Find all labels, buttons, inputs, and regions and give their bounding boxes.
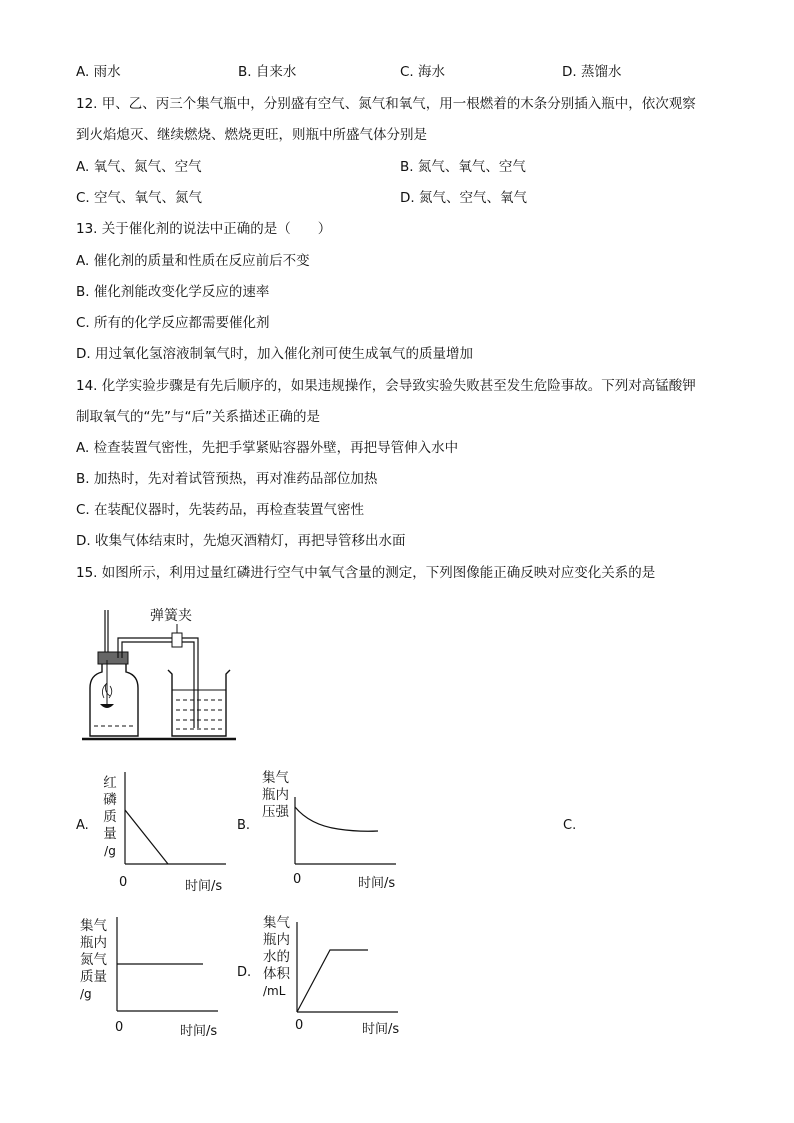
graph-c-ylabel-3: 氮气 <box>80 952 107 968</box>
q13-option-d: D. 用过氧化氢溶液制氧气时，加入催化剂可使生成氧气的质量增加 <box>76 346 473 362</box>
q13-option-c: C. 所有的化学反应都需要催化剂 <box>76 315 270 331</box>
graph-c-ylabel-5: /g <box>80 987 92 1001</box>
graph-a-ylabel-5: /g <box>104 844 116 858</box>
graph-a-ylabel-4: 量 <box>103 826 117 842</box>
graph-b-origin: 0 <box>293 872 302 887</box>
graph-c-plot <box>110 915 220 1017</box>
q11-option-d: D. 蒸馏水 <box>562 64 622 80</box>
q14-stem-line1: 14. 化学实验步骤是有先后顺序的，如果违规操作，会导致实验失败甚至发生危险事故。下列对高锰酸钾 <box>76 378 696 394</box>
graph-c-xlabel: 时间/s <box>180 1024 218 1039</box>
q14-option-b: B. 加热时，先对着试管预热，再对准药品部位加热 <box>76 471 378 487</box>
graph-d-ylabel-1: 集气 <box>263 915 290 931</box>
graph-a-ylabel-1: 红 <box>103 775 117 791</box>
graph-a-plot <box>118 770 228 870</box>
graph-d-ylabel-2: 瓶内 <box>263 932 290 948</box>
graph-a-origin: 0 <box>119 875 128 890</box>
clip-label: 弹簧夹 <box>150 608 192 624</box>
q13-option-b: B. 催化剂能改变化学反应的速率 <box>76 284 270 300</box>
graph-b-ylabel <box>262 770 289 821</box>
graph-a-ylabel-2: 磷 <box>103 792 117 808</box>
graph-c-origin: 0 <box>115 1020 124 1035</box>
graph-a-letter: A. <box>76 818 89 833</box>
graph-a-xlabel: 时间/s <box>185 879 223 894</box>
graph-d-ylabel-5: /mL <box>263 984 286 998</box>
q12-stem-line1: 12. 甲、乙、丙三个集气瓶中，分别盛有空气、氮气和氧气，用一根燃着的木条分别插入瓶中，依次观察 <box>76 96 696 112</box>
q14-option-d: D. 收集气体结束时，先熄灭酒精灯，再把导管移出水面 <box>76 533 406 549</box>
q14-option-c: C. 在装配仪器时，先装药品，再检查装置气密性 <box>76 502 365 518</box>
q12-stem-line2: 到火焰熄灭、继续燃烧、燃烧更旺，则瓶中所盛气体分别是 <box>76 127 427 143</box>
q12-option-a: A. 氧气、氮气、空气 <box>76 159 202 175</box>
graph-b-xlabel: 时间/s <box>358 876 396 891</box>
graph-d-origin: 0 <box>295 1018 304 1033</box>
graph-c-letter: C. <box>563 818 577 833</box>
graph-d-xlabel: 时间/s <box>362 1022 400 1037</box>
graph-b-letter: B. <box>237 818 251 833</box>
graph-d-ylabel-4: 体积 <box>263 966 290 982</box>
q14-stem-line2: 制取氧气的“先”与“后”关系描述正确的是 <box>76 409 320 425</box>
graph-b-ylabel-1: 集气 <box>262 770 289 786</box>
graph-c-ylabel-2: 瓶内 <box>80 935 107 951</box>
q13-option-a: A. 催化剂的质量和性质在反应前后不变 <box>76 253 310 269</box>
graph-c-ylabel-4: 质量 <box>80 969 107 985</box>
graph-b-curve <box>295 807 378 831</box>
graph-d-ylabel <box>263 915 290 1000</box>
graph-d-ylabel-3: 水的 <box>263 949 290 965</box>
q12-option-d: D. 氮气、空气、氧气 <box>400 190 527 206</box>
q11-option-b: B. 自来水 <box>238 64 297 80</box>
graph-c-ylabel <box>80 918 107 1003</box>
graph-a-ylabel-3: 质 <box>103 809 117 825</box>
graph-d-letter: D. <box>237 965 252 980</box>
graph-a-curve <box>125 810 168 864</box>
q11-option-a: A. 雨水 <box>76 64 121 80</box>
q13-stem: 13. 关于催化剂的说法中正确的是（ ） <box>76 221 332 237</box>
q14-option-a: A. 检查装置气密性，先把手掌紧贴容器外壁，再把导管伸入水中 <box>76 440 459 456</box>
graph-d-curve <box>297 950 368 1012</box>
q11-option-c: C. 海水 <box>400 64 446 80</box>
graph-b-ylabel-2: 瓶内 <box>262 787 289 803</box>
q12-option-b: B. 氮气、氧气、空气 <box>400 159 526 175</box>
graph-c-ylabel-1: 集气 <box>80 918 107 934</box>
graph-a-ylabel <box>100 775 120 860</box>
q15-stem: 15. 如图所示，利用过量红磷进行空气中氧气含量的测定，下列图像能正确反映对应变化关系的是 <box>76 565 656 581</box>
graph-b-plot <box>288 795 398 870</box>
apparatus-diagram <box>80 600 250 745</box>
q12-option-c: C. 空气、氧气、氮气 <box>76 190 203 206</box>
graph-d-plot <box>290 920 400 1017</box>
graph-b-ylabel-3: 压强 <box>262 804 289 820</box>
